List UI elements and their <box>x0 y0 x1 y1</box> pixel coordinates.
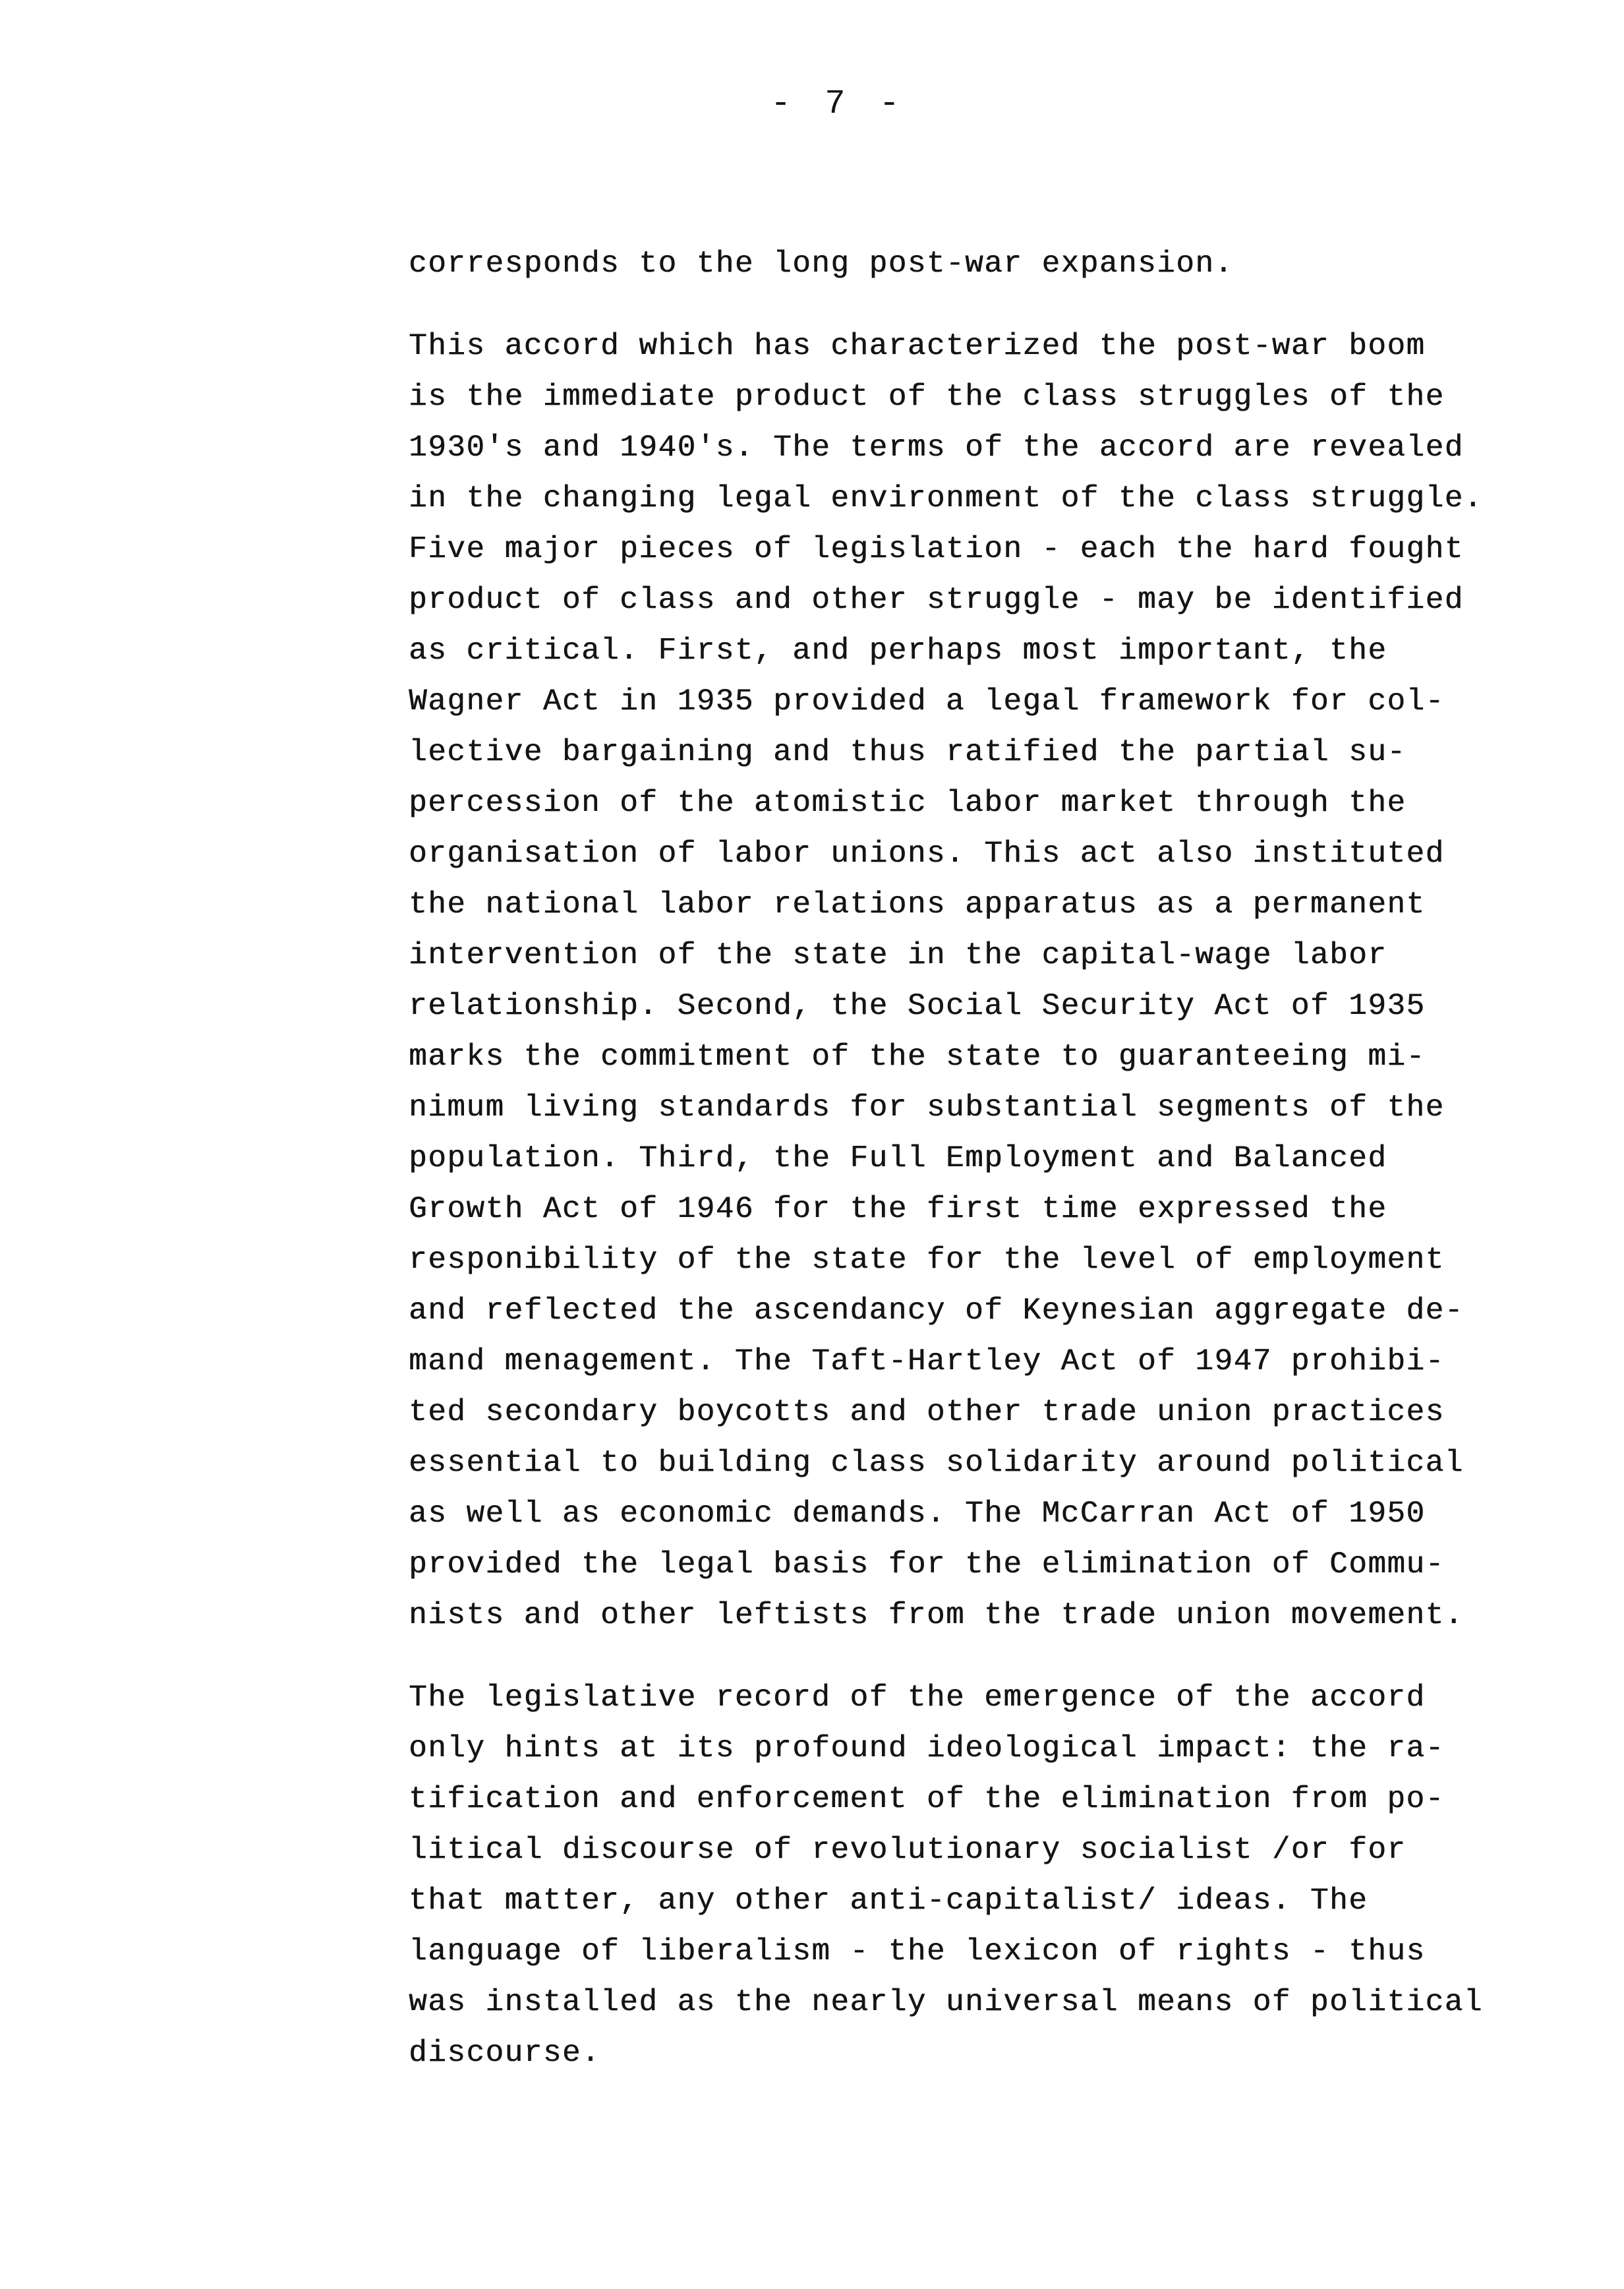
text-line: Five major pieces of legislation - each the hard fought <box>409 532 1464 566</box>
body-text <box>409 239 1569 2079</box>
text-line: marks the commitment of the state to guaranteeing mi- <box>409 1040 1426 1074</box>
text-line: intervention of the state in the capital-wage labor <box>409 938 1387 972</box>
text-line: is the immediate product of the class struggles of the <box>409 380 1445 414</box>
text-line: provided the legal basis for the elimination of Commu- <box>409 1547 1445 1582</box>
page-number: - 7 - <box>770 84 907 123</box>
text-line: corresponds to the long post-war expansion. <box>409 247 1234 281</box>
text-line: nists and other leftists from the trade union movement. <box>409 1598 1464 1632</box>
paragraph-2 <box>409 321 1569 1641</box>
text-line: that matter, any other anti-capitalist/ ideas. The <box>409 1884 1368 1918</box>
text-line: product of class and other struggle - may be identified <box>409 583 1464 617</box>
text-line: organisation of labor unions. This act also instituted <box>409 837 1445 871</box>
text-line: language of liberalism - the lexicon of rights - thus <box>409 1934 1426 1969</box>
text-line: responibility of the state for the level of employment <box>409 1243 1445 1277</box>
text-line: tification and enforcement of the elimination from po- <box>409 1782 1445 1816</box>
text-line: Growth Act of 1946 for the first time expressed the <box>409 1192 1387 1226</box>
text-line: the national labor relations apparatus as a permanent <box>409 887 1426 922</box>
text-line: This accord which has characterized the post-war boom <box>409 329 1426 363</box>
text-line: mand menagement. The Taft-Hartley Act of 1947 prohibi- <box>409 1344 1445 1379</box>
text-line: ted secondary boycotts and other trade union practices <box>409 1395 1445 1429</box>
text-line: Wagner Act in 1935 provided a legal framework for col- <box>409 684 1445 719</box>
text-line: as critical. First, and perhaps most important, the <box>409 634 1387 668</box>
text-line: lective bargaining and thus ratified the partial su- <box>409 735 1406 769</box>
paragraph-3 <box>409 1673 1569 2079</box>
text-line: discourse. <box>409 2036 601 2070</box>
text-line: population. Third, the Full Employment and Balanced <box>409 1141 1387 1175</box>
text-line: The legislative record of the emergence of the accord <box>409 1680 1426 1715</box>
text-line: essential to building class solidarity around political <box>409 1446 1464 1480</box>
text-line: as well as economic demands. The McCarran Act of 1950 <box>409 1497 1426 1531</box>
text-line: and reflected the ascendancy of Keynesian aggregate de- <box>409 1293 1464 1328</box>
text-line: percession of the atomistic labor market through the <box>409 786 1406 820</box>
text-line: only hints at its profound ideological impact: the ra- <box>409 1731 1445 1766</box>
text-line: relationship. Second, the Social Security Act of 1935 <box>409 989 1426 1023</box>
paragraph-1 <box>409 239 1569 289</box>
text-line: was installed as the nearly universal means of political <box>409 1985 1483 2019</box>
paragraph-gap <box>409 1641 1569 1673</box>
paragraph-gap <box>409 289 1569 321</box>
text-line: in the changing legal environment of the class struggle. <box>409 481 1483 516</box>
text-line: nimum living standards for substantial segments of the <box>409 1090 1445 1125</box>
text-line: litical discourse of revolutionary socialist /or for <box>409 1833 1406 1867</box>
text-line: 1930's and 1940's. The terms of the accord are revealed <box>409 431 1464 465</box>
